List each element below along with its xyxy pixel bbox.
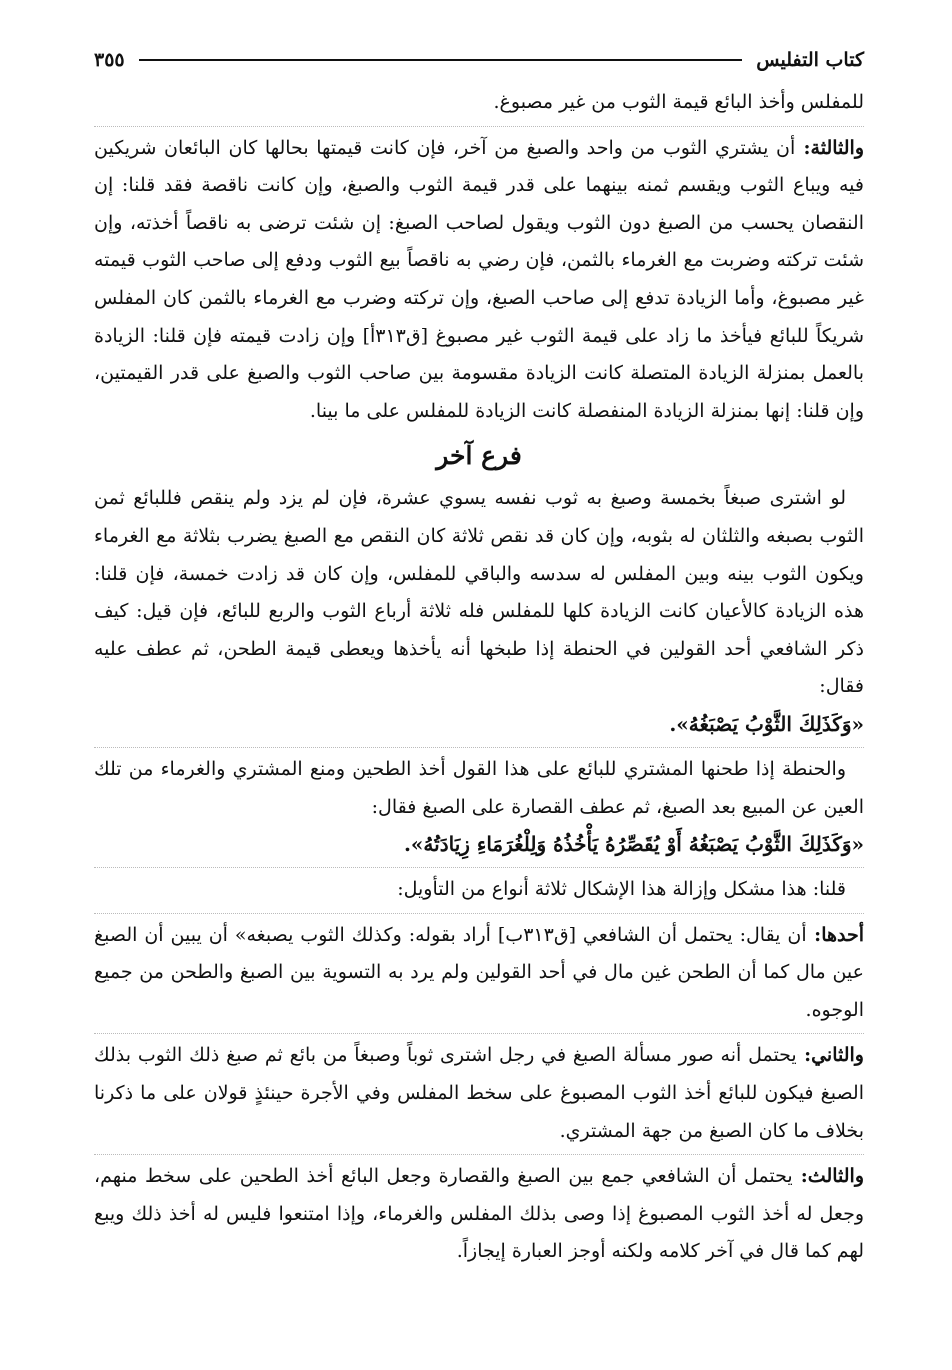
paragraph-separator	[94, 747, 864, 748]
paragraph-third-interpretation	[94, 1158, 864, 1271]
chapter-title: كتاب التفليس	[756, 49, 864, 71]
paragraph-first-interpretation	[94, 917, 864, 1030]
paragraph-interpretation-intro	[94, 871, 864, 909]
paragraph-text: يحتمل أنه صور مسألة الصبغ في رجل اشترى ثوباً وصبغاً من بائع ثم صبغ ذلك الثوب بذلك الصبغ فيكون للبائع أخذ الثوب المصبوغ على سخط المفلس وفي الأجرة حينئذٍ قولان على ما ذكرنا بخلاف ما كان الصبغ من جهة المشتري.	[94, 1044, 864, 1142]
paragraph-text: قلنا: هذا مشكل وإزالة هذا الإشكال ثلاثة أنواع من التأويل:	[397, 878, 846, 901]
paragraph-text: والحنطة إذا طحنها المشتري للبائع على هذا القول أخذ الطحين ومنع المشتري والغرماء من تلك العين عن المبيع بعد الصبغ، ثم عطف القصارة على الصبغ فقال:	[94, 757, 864, 818]
paragraph-separator	[94, 126, 864, 127]
page-number: ٣٥٥	[94, 49, 125, 71]
paragraph-separator	[94, 913, 864, 914]
paragraph-lead: والثالثة:	[795, 136, 865, 159]
paragraph-second-interpretation	[94, 1037, 864, 1150]
paragraph-lead: والثاني:	[796, 1044, 864, 1067]
paragraph-text: أن يشتري الثوب من واحد والصبغ من آخر، فإن كانت قيمتها بحالها كان البائعان شريكين فيه ويباع الثوب ويقسم ثمنه بينهما على قدر قيمة الثوب والصبغ، وإن كانت ناقصة فقد قلنا: إن النقصان يحسب من الصبغ دون الثوب ويقول لصاحب الصبغ: إن شئت ترضى به ناقصاً أخذته، وإن شئت تركته وضربت مع الغرماء بالثمن، فإن رضي به ناقصاً بيع الثوب ودفع إلى صاحب الثوب قيمته غير مصبوغ، وأما الزيادة تدفع إلى صاحب الصبغ، وإن تركته وضرب مع الغرماء بالثمن كان المفلس شريكاً للبائع فيأخذ ما زاد على قيمة الثوب غير مصبوغ [ق٣١٣أ] وإن زادت قيمته فإن قلنا: الزيادة بالعمل بمنزلة الزيادة المتصلة كانت الزيادة مقسومة بين صاحب الثوب والصبغ على قدر القيمتين، وإن قلنا: إنها بمنزلة الزيادة المنفصلة كانت الزيادة للمفلس على ما بينا.	[94, 136, 864, 422]
paragraph-text: للمفلس وأخذ البائع قيمة الثوب من غير مصبوغ.	[493, 91, 864, 113]
paragraph-lead: والثالث:	[792, 1165, 864, 1188]
paragraph-separator	[94, 1154, 864, 1155]
paragraph-third-case	[94, 130, 864, 431]
paragraph-wheat	[94, 751, 864, 826]
paragraph-dye-purchase	[94, 480, 864, 706]
paragraph-text: لو اشترى صبغاً بخمسة وصبغ به ثوب نفسه يسوي عشرة، فإن لم يزد ولم ينقص فللبائع ثمن الثوب بصبغه والثلثان له بثوبه، وإن كان قد نقص ثلاثة كان النقص مع الصبغ يضرب بثلاثة مع الغرماء ويكون الثوب بينه وبين المفلس له سدسه والباقي للمفلس، وإن كان قد زادت خمسة، فإن قلنا: هذه الزيادة كالأعيان كانت الزيادة كلها للمفلس فله ثلاثة أرباع الثوب والربع للبائع، فإن قيل: كيف ذكر الشافعي أحد القولين في الحنطة إذا طبخها أنه يأخذها ويعطى قيمة الطحن، ثم عطف عليه فقال:	[94, 487, 864, 698]
paragraph-lead: أحدها:	[806, 923, 865, 946]
running-header	[94, 40, 864, 80]
paragraph-continuation	[94, 84, 864, 122]
section-heading: فرع آخر	[436, 441, 522, 471]
paragraph-text: يحتمل أن الشافعي جمع بين الصبغ والقصارة وجعل البائع أخذ الطحين على سخط منهم، وجعل له أخذ الثوب المصبوغ إذا وصى بذلك المفلس والغرماء، وإذا امتنعوا فليس له أخذ ذلك ويبع لهم كما قال في آخر كلامه ولكنه أوجز العبارة إيجازاً.	[94, 1165, 864, 1263]
paragraph-separator	[94, 1033, 864, 1034]
header-rule	[139, 59, 743, 61]
quotation-1: «وَكَذَلِكَ الثَّوْبُ يَصْبَغُهُ».	[669, 711, 864, 736]
paragraph-separator	[94, 867, 864, 868]
paragraph-text: أن يقال: يحتمل أن الشافعي [ق٣١٣ب] أراد بقوله: وكذلك الثوب يصبغه» أن يبين أن الصبغ عين مال كما أن الطحن غين مال في أحد القولين ولم يرد به التسوية بين الصبغ والطحن من جميع الوجوه.	[94, 923, 864, 1021]
quotation-2: «وَكَذَلِكَ الثَّوْبُ يَصْبَغُهُ أَوْ يُقَصِّرُهُ يَأْخُذُهُ وَلِلْغُرَمَاءِ زِيَادَتُهُ».	[403, 832, 864, 857]
